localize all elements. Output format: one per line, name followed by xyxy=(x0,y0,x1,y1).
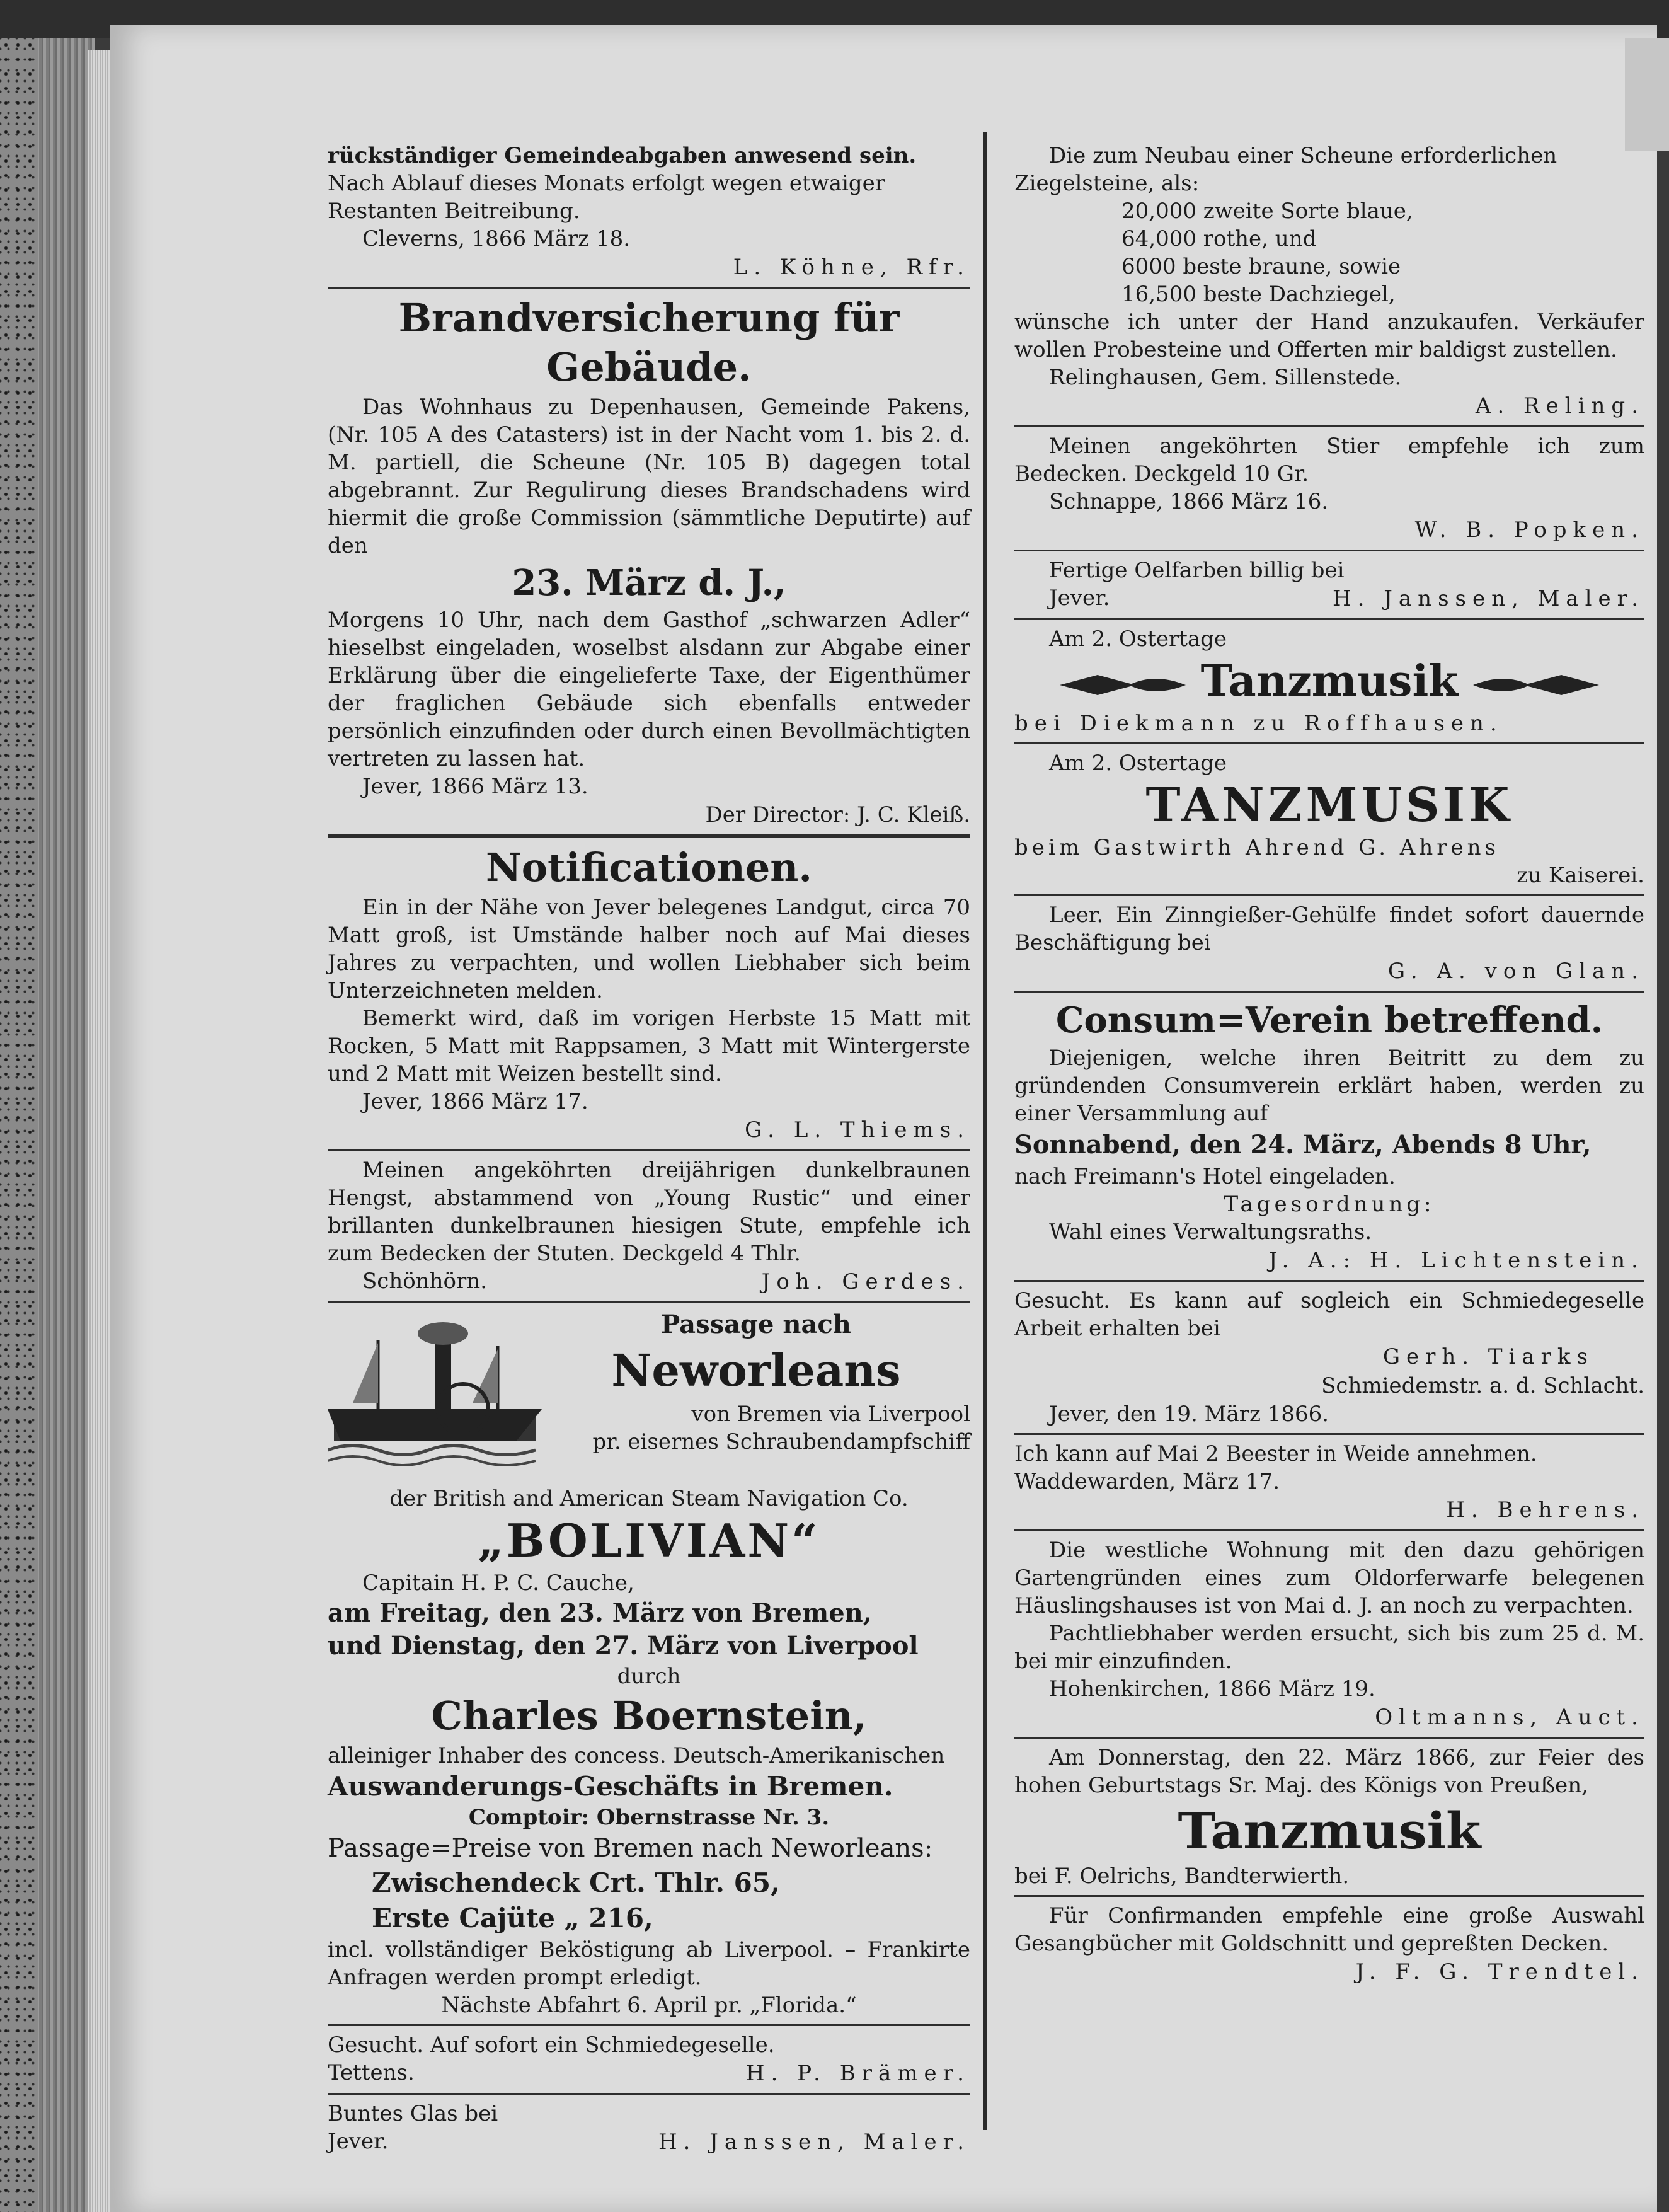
notice-text: Morgens 10 Uhr, nach dem Gasthof „schwarzen Adler“ hieselbst eingeladen, woselbst alsdann zur Abgabe einer Erklärung über die eingelieferte Taxe, der Eigenthümer der fraglichen Gebäude sich ebenfalls entweder persönlich einzufinden oder durch einen Bevollmächtigten vertreten zu lassen hat. xyxy=(328,608,970,771)
left-column xyxy=(328,142,970,2157)
ad-tanzmusik-oelrichs xyxy=(1014,1744,1644,1890)
list-item: 20,000 zweite Sorte blaue, xyxy=(1121,199,1413,224)
notice-consum-verein xyxy=(1014,998,1644,1275)
notice-line: Die zum Neubau einer Scheune erforderlichen xyxy=(1049,143,1557,168)
notice-line: Wahl eines Verwaltungsraths. xyxy=(1049,1219,1372,1245)
notice-text: Pachtliebhaber werden ersucht, sich bis zum 25 d. M. bei mir einzufinden. xyxy=(1014,1621,1644,1674)
column-divider xyxy=(983,132,987,2130)
ad-banner: Tanzmusik xyxy=(1178,1801,1481,1860)
ad-line: der British and American Steam Navigation Co. xyxy=(389,1486,909,1511)
rule xyxy=(1014,894,1644,896)
speckled-edge xyxy=(0,38,38,2212)
ad-passage-neworleans xyxy=(328,1308,970,2019)
notice-text: Die westliche Wohnung mit den dazu gehörigen Gartengründen eines zum Oldorferwarfe belegenen Häuslingshauses ist von Mai d. J. an noch zu verpachten. xyxy=(1014,1538,1644,1618)
notice-zinngiesser xyxy=(1014,901,1644,986)
notice-signature: J. F. G. Trendtel. xyxy=(1355,1959,1644,1984)
notice-line: Nach Ablauf dieses Monats erfolgt wegen etwaiger xyxy=(328,171,885,196)
page-stack-edges xyxy=(88,50,113,2212)
notice-place-date: Schnappe, 1866 März 16. xyxy=(1049,489,1329,514)
rule xyxy=(1014,1280,1644,1282)
ad-line: beim Gastwirth Ahrend G. Ahrens xyxy=(1014,835,1500,860)
rule xyxy=(328,287,970,289)
list-item: 64,000 rothe, und xyxy=(1121,226,1317,251)
notice-place: Tettens. xyxy=(328,2060,415,2085)
rule xyxy=(1014,1529,1644,1531)
ad-text: Am Donnerstag, den 22. März 1866, zur Feier des hohen Geburtstags Sr. Maj. des Königs von Preußen, xyxy=(1014,1745,1644,1798)
ad-departure: am Freitag, den 23. März von Bremen, xyxy=(328,1598,872,1628)
notice-signature: Der Director: J. C. Kleiß. xyxy=(705,802,970,827)
ad-line: von Bremen via Liverpool xyxy=(691,1402,970,1427)
notice-line: nach Freimann's Hotel eingeladen. xyxy=(1014,1164,1396,1189)
headline: Brandversicherung für Gebäude. xyxy=(398,295,900,390)
notice-place-date: Waddewarden, März 17. xyxy=(1014,1469,1280,1494)
notice-place-date: Jever, 1866 März 17. xyxy=(362,1089,588,1114)
right-column xyxy=(1014,142,1644,1986)
notice-signature-sub: Schmiedemstr. a. d. Schlacht. xyxy=(1321,1373,1644,1398)
page-fold-corner xyxy=(1625,38,1669,151)
notice-gemeindeabgaben xyxy=(328,142,970,282)
rule xyxy=(1014,550,1644,551)
notice-line: Tagesordnung: xyxy=(1224,1192,1435,1217)
ad-line: Capitain H. P. C. Cauche, xyxy=(362,1570,634,1596)
notice-text: Fertige Oelfarben billig bei xyxy=(1049,558,1345,583)
ad-line: Nächste Abfahrt 6. April pr. „Florida.“ xyxy=(441,1993,857,2018)
notice-text: Das Wohnhaus zu Depenhausen, Gemeinde Pakens, (Nr. 105 A des Catasters) ist in der Nacht vom 1. bis 2. d. M. partiell, die Scheune (Nr. 105 B) dagegen total abgebrannt. Zur Regulirung dieses Brandschadens wird hiermit die große Commission (sämmtliche Deputirte) auf den xyxy=(328,395,970,558)
ad-tanzmusik-diekmann xyxy=(1014,625,1644,737)
rule xyxy=(328,834,970,838)
ad-price: Erste Cajüte „ 216, xyxy=(372,1903,653,1933)
ad-line: Am 2. Ostertage xyxy=(1049,626,1227,652)
ad-line: zu Kaiserei. xyxy=(1517,863,1644,888)
notice-line: rückständiger Gemeindeabgaben anwesend sein. xyxy=(328,143,917,168)
notice-buntes-glas xyxy=(328,2100,970,2157)
list-item: 16,500 beste Dachziegel, xyxy=(1121,282,1396,307)
notice-hengst xyxy=(328,1156,970,1296)
notice-date-highlight: 23. März d. J., xyxy=(512,562,786,604)
notice-text: Ein in der Nähe von Jever belegenes Landgut, circa 70 Matt groß, ist Umstände halber noch auf Mai dieses Jahres zu verpachten, und wollen Liebhaber sich beim Unterzeichneten melden. xyxy=(328,895,970,1003)
list-item: 6000 beste braune, sowie xyxy=(1121,254,1401,279)
notice-text: Leer. Ein Zinngießer-Gehülfe findet sofort dauernde Beschäftigung bei xyxy=(1014,902,1644,955)
notice-gesucht-schmiedegeselle xyxy=(328,2031,970,2088)
ad-line: Am 2. Ostertage xyxy=(1049,751,1227,776)
notice-text: Buntes Glas bei xyxy=(328,2101,498,2126)
ad-line: bei F. Oelrichs, Bandterwierth. xyxy=(1014,1863,1350,1889)
ad-line: Comptoir: Obernstrasse Nr. 3. xyxy=(468,1805,830,1830)
notice-place: Jever. xyxy=(1049,585,1110,611)
ad-line: Auswanderungs-Geschäfts in Bremen. xyxy=(328,1771,893,1802)
notice-confirmanden xyxy=(1014,1902,1644,1986)
ad-agent-name: Charles Boernstein, xyxy=(431,1693,867,1739)
notice-text: Gesucht. Es kann auf sogleich ein Schmiedegeselle Arbeit erhalten bei xyxy=(1014,1288,1644,1341)
ad-ship-name: „BOLIVIAN“ xyxy=(478,1514,820,1567)
notice-signature: H. Behrens. xyxy=(1446,1497,1644,1523)
rule xyxy=(1014,618,1644,620)
notice-place-date: Jever, den 19. März 1866. xyxy=(1049,1402,1329,1427)
notice-brandversicherung xyxy=(328,294,970,829)
rule xyxy=(1014,1433,1644,1435)
notice-place: Jever. xyxy=(328,2129,389,2154)
notice-signature: G. L. Thiems. xyxy=(745,1117,970,1143)
notice-text: Bemerkt wird, daß im vorigen Herbste 15 Matt mit Rocken, 5 Matt mit Rappsamen, 3 Matt mit Wintergerste und 2 Matt mit Weizen bestellt sind. xyxy=(328,1006,970,1086)
notice-signature: L. Köhne, Rfr. xyxy=(733,255,970,280)
notice-date-highlight: Sonnabend, den 24. März, Abends 8 Uhr, xyxy=(1014,1130,1592,1160)
notice-notificationen xyxy=(328,843,970,1144)
notice-place: Relinghausen, Gem. Sillenstede. xyxy=(1049,365,1402,390)
ad-destination: Neworleans xyxy=(611,1344,901,1397)
notice-text: Ich kann auf Mai 2 Beester in Weide annehmen. xyxy=(1014,1441,1537,1466)
notice-text: Meinen angeköhrten dreijährigen dunkelbraunen Hengst, abstammend von „Young Rustic“ und einer brillanten dunkelbraunen hiesigen Stute, empfehle ich zum Bedecken der Stuten. Deckgeld 4 Thlr. xyxy=(328,1158,970,1266)
ad-line: bei Diekmann zu Roffhausen. xyxy=(1014,711,1503,736)
notice-place: Schönhörn. xyxy=(362,1269,487,1294)
notice-signature: Gerh. Tiarks xyxy=(1382,1344,1594,1369)
rule xyxy=(328,2093,970,2095)
rule xyxy=(1014,991,1644,993)
rule xyxy=(328,2024,970,2026)
rule xyxy=(1014,742,1644,744)
ad-departure: und Dienstag, den 27. März von Liverpool xyxy=(328,1631,919,1661)
ad-line: durch xyxy=(617,1664,681,1689)
notice-signature: G. A. von Glan. xyxy=(1387,959,1644,984)
ad-banner-text: Tanzmusik xyxy=(1200,656,1459,706)
ornament-right-icon xyxy=(1473,672,1599,698)
notice-signature: H. Janssen, Maler. xyxy=(658,2129,970,2155)
headline: Consum=Verein betreffend. xyxy=(1055,999,1603,1041)
ad-line: Passage=Preise von Bremen nach Neworleans: xyxy=(328,1834,933,1863)
notice-signature: J. A.: H. Lichtenstein. xyxy=(1268,1248,1644,1273)
rule xyxy=(1014,1737,1644,1739)
notice-signature: H. P. Brämer. xyxy=(745,2061,970,2086)
notice-signature: H. Janssen, Maler. xyxy=(1333,586,1644,611)
notice-place-date: Cleverns, 1866 März 18. xyxy=(362,226,631,251)
notice-text: Diejenigen, welche ihren Beitritt zu dem zu gründenden Consumverein erklärt haben, werden zu einer Versammlung auf xyxy=(1014,1046,1644,1126)
notice-signature: W. B. Popken. xyxy=(1414,517,1644,543)
ad-line: alleiniger Inhaber des concess. Deutsch-Amerikanischen xyxy=(328,1743,945,1768)
ad-price: Zwischendeck Crt. Thlr. 65, xyxy=(372,1867,780,1898)
notice-text: wünsche ich unter der Hand anzukaufen. Verkäufer wollen Probesteine und Offerten mir baldigst zustellen. xyxy=(1014,309,1644,362)
notice-signature: A. Reling. xyxy=(1475,393,1644,418)
ad-line: incl. vollständiger Beköstigung ab Liverpool. – Frankirte Anfragen werden prompt erledigt. xyxy=(328,1937,970,1990)
notice-oelfarben xyxy=(1014,556,1644,613)
rule xyxy=(1014,1895,1644,1897)
notice-wohnung xyxy=(1014,1536,1644,1732)
notice-beester xyxy=(1014,1440,1644,1524)
notice-gesucht-tiarks xyxy=(1014,1287,1644,1428)
ad-tanzmusik-ahrens xyxy=(1014,749,1644,889)
notice-signature: Joh. Gerdes. xyxy=(761,1269,970,1294)
notice-line: Ziegelsteine, als: xyxy=(1014,171,1200,196)
notice-text: Meinen angeköhrten Stier empfehle ich zum Bedecken. Deckgeld 10 Gr. xyxy=(1014,434,1644,487)
notice-text: Für Confirmanden empfehle eine große Auswahl Gesangbücher mit Goldschnitt und gepreßten Decken. xyxy=(1014,1903,1644,1956)
notice-stier xyxy=(1014,432,1644,544)
notice-place-date: Jever, 1866 März 13. xyxy=(362,774,588,799)
ad-banner: TANZMUSIK xyxy=(1145,778,1513,832)
notice-ziegelsteine xyxy=(1014,142,1644,420)
steamship-illustration xyxy=(328,1315,542,1466)
notice-place-date: Hohenkirchen, 1866 März 19. xyxy=(1049,1676,1375,1702)
ad-line: pr. eisernes Schraubendampfschiff xyxy=(592,1429,970,1455)
ad-banner xyxy=(1014,653,1644,710)
notice-line: Restanten Beitreibung. xyxy=(328,199,580,224)
notice-text: Gesucht. Auf sofort ein Schmiedegeselle. xyxy=(328,2032,775,2058)
ornament-left-icon xyxy=(1060,672,1186,698)
notice-signature: Oltmanns, Auct. xyxy=(1375,1705,1644,1730)
rule xyxy=(328,1301,970,1303)
rule xyxy=(1014,425,1644,427)
section-heading: Notificationen. xyxy=(486,844,812,890)
ad-line: Passage nach xyxy=(661,1310,851,1339)
rule xyxy=(328,1149,970,1151)
